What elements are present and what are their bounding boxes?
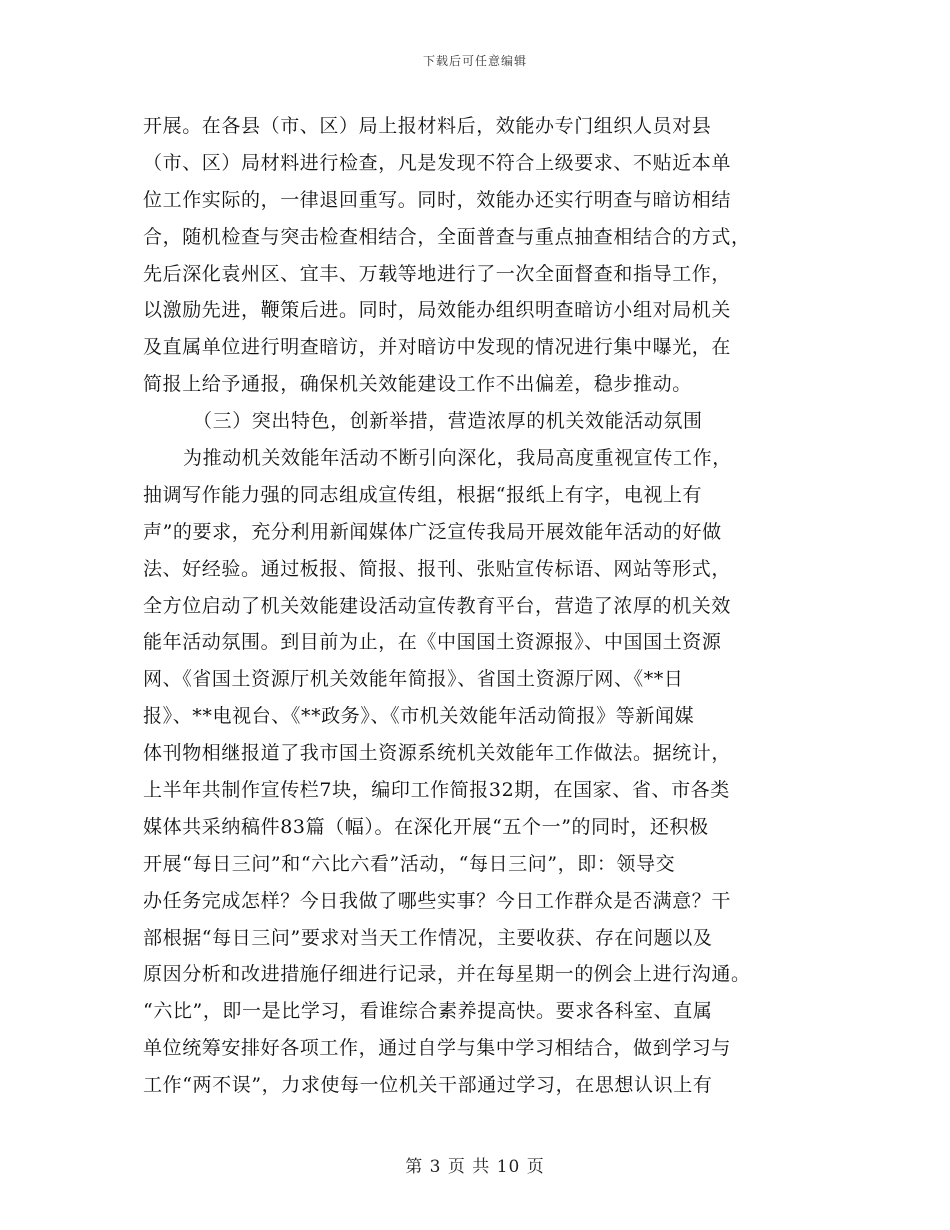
text-line: 简报上给予通报，确保机关效能建设工作不出偏差，稳步推动。 xyxy=(143,373,692,396)
text-line: 开展。在各县（市、区）局上报材料后，效能办专门组织人员对县 xyxy=(143,115,712,137)
section-heading: （三）突出特色，创新举措，营造浓厚的机关效能活动氛围 xyxy=(193,410,703,433)
text-line: 及直属单位进行明查暗访，并对暗访中发现的情况进行集中曝光，在 xyxy=(143,336,732,359)
text-line: 合，随机检查与突击检查相结合，全面普查与重点抽查相结合的方式， xyxy=(143,225,751,248)
text-line: 上半年共制作宣传栏7块，编印工作简报32期，在国家、省、市各类 xyxy=(143,779,730,802)
document-body xyxy=(143,108,803,1104)
text-line: 抽调写作能力强的同志组成宣传组，根据“报纸上有字，电视上有 xyxy=(143,483,703,506)
text-line: 网、《省国土资源厅机关效能年简报》、省国土资源厅网、《**日 xyxy=(143,668,684,691)
text-line: 部根据“每日三问”要求对当天工作情况，主要收获、存在问题以及 xyxy=(143,926,713,949)
text-line: 体刊物相继报道了我市国土资源系统机关效能年工作做法。据统计， xyxy=(143,742,732,765)
text-line: 法、好经验。通过板报、简报、报刊、张贴宣传标语、网站等形式， xyxy=(143,557,732,580)
text-line: 办任务完成怎样？今日我做了哪些实事？今日工作群众是否满意？干 xyxy=(143,889,732,912)
text-line: 报》、**电视台、《**政务》、《市机关效能年活动简报》等新闻媒 xyxy=(143,705,695,728)
text-line: 原因分析和改进措施仔细进行记录，并在每星期一的例会上进行沟通。 xyxy=(143,963,751,986)
text-line: 能年活动氛围。到目前为止，在《中国国土资源报》、中国国土资源 xyxy=(143,631,722,654)
text-line: 单位统筹安排好各项工作，通过自学与集中学习相结合，做到学习与 xyxy=(143,1037,732,1060)
text-line: 先后深化袁州区、宜丰、万载等地进行了一次全面督查和指导工作， xyxy=(143,262,732,285)
text-line: 位工作实际的，一律退回重写。同时，效能办还实行明查与暗访相结 xyxy=(143,188,732,211)
text-line: 声”的要求，充分利用新闻媒体广泛宣传我局开展效能年活动的好做 xyxy=(143,520,722,543)
paragraph-start-line: 为推动机关效能年活动不断引向深化，我局高度重视宣传工作， xyxy=(183,447,732,470)
text-line: （市、区）局材料进行检查，凡是发现不符合上级要求、不贴近本单 xyxy=(143,151,732,174)
text-line: 开展“每日三问”和“六比六看”活动，“每日三问”，即：领导交 xyxy=(143,852,676,875)
text-line: “六比”，即一是比学习，看谁综合素养提高快。要求各科室、直属 xyxy=(143,1000,713,1023)
text-line: 媒体共采纳稿件83篇（幅）。在深化开展“五个一”的同时，还积极 xyxy=(143,815,709,838)
text-line: 工作“两不误”，力求使每一位机关干部通过学习，在思想认识上有 xyxy=(143,1074,713,1097)
text-line: 以激励先进，鞭策后进。同时，局效能办组织明查暗访小组对局机关 xyxy=(143,299,732,322)
text-line: 全方位启动了机关效能建设活动宣传教育平台，营造了浓厚的机关效 xyxy=(143,594,732,617)
page-number-footer: 第 3 页 共 10 页 xyxy=(405,1157,545,1177)
page-header: 下载后可任意编辑 xyxy=(422,54,527,68)
